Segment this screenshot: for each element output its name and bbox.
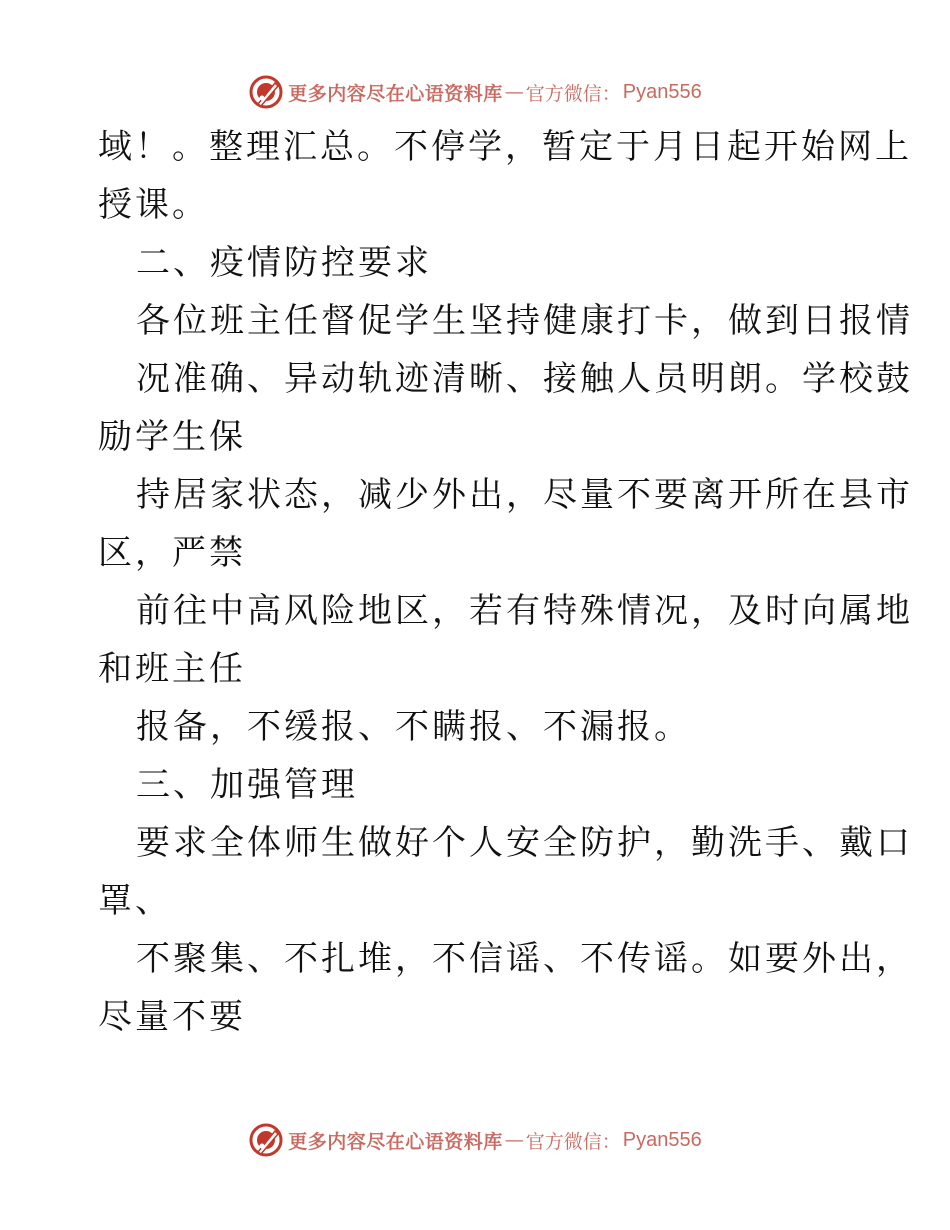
body-line: 持居家状态，减少外出，尽量不要离开所在县市 xyxy=(136,475,913,515)
header-wechat-id: Pyan556 xyxy=(622,80,702,103)
body-line: 尽量不要 xyxy=(98,997,246,1037)
header-wechat-label: 官方微信： xyxy=(525,82,621,105)
section-heading: 二、疫情防控要求 xyxy=(136,243,432,283)
body-line: 授课。 xyxy=(98,185,209,225)
body-line: 前往中高风险地区，若有特殊情况，及时向属地 xyxy=(136,591,913,631)
body-line: 报备，不缓报、不瞒报、不漏报。 xyxy=(136,707,691,747)
body-line: 和班主任 xyxy=(98,649,246,689)
body-line: 域！。整理汇总。不停学，暂定于月日起开始网上 xyxy=(98,127,912,167)
body-line: 各位班主任督促学生坚持健康打卡，做到日报情 xyxy=(136,301,913,341)
footer-wechat-label: 官方微信： xyxy=(525,1130,621,1153)
section-heading: 三、加强管理 xyxy=(136,765,358,805)
footer-banner xyxy=(0,1120,950,1160)
document-body xyxy=(98,118,913,1046)
pen-logo-icon xyxy=(248,74,284,110)
footer-wechat-id: Pyan556 xyxy=(622,1128,702,1151)
footer-dash: — xyxy=(504,1129,524,1151)
pen-logo-icon xyxy=(248,1122,284,1158)
body-line: 励学生保 xyxy=(98,417,246,457)
footer-brand-text: 更多内容尽在心语资料库 xyxy=(288,1130,503,1153)
header-dash: — xyxy=(504,81,524,103)
body-line: 不聚集、不扎堆，不信谣、不传谣。如要外出， xyxy=(136,939,913,979)
body-line: 况准确、异动轨迹清晰、接触人员明朗。学校鼓 xyxy=(136,359,913,399)
header-banner xyxy=(0,72,950,112)
body-line: 区，严禁 xyxy=(98,533,246,573)
body-line: 罩、 xyxy=(98,881,172,921)
header-brand-text: 更多内容尽在心语资料库 xyxy=(288,82,503,105)
body-line: 要求全体师生做好个人安全防护，勤洗手、戴口 xyxy=(136,823,913,863)
